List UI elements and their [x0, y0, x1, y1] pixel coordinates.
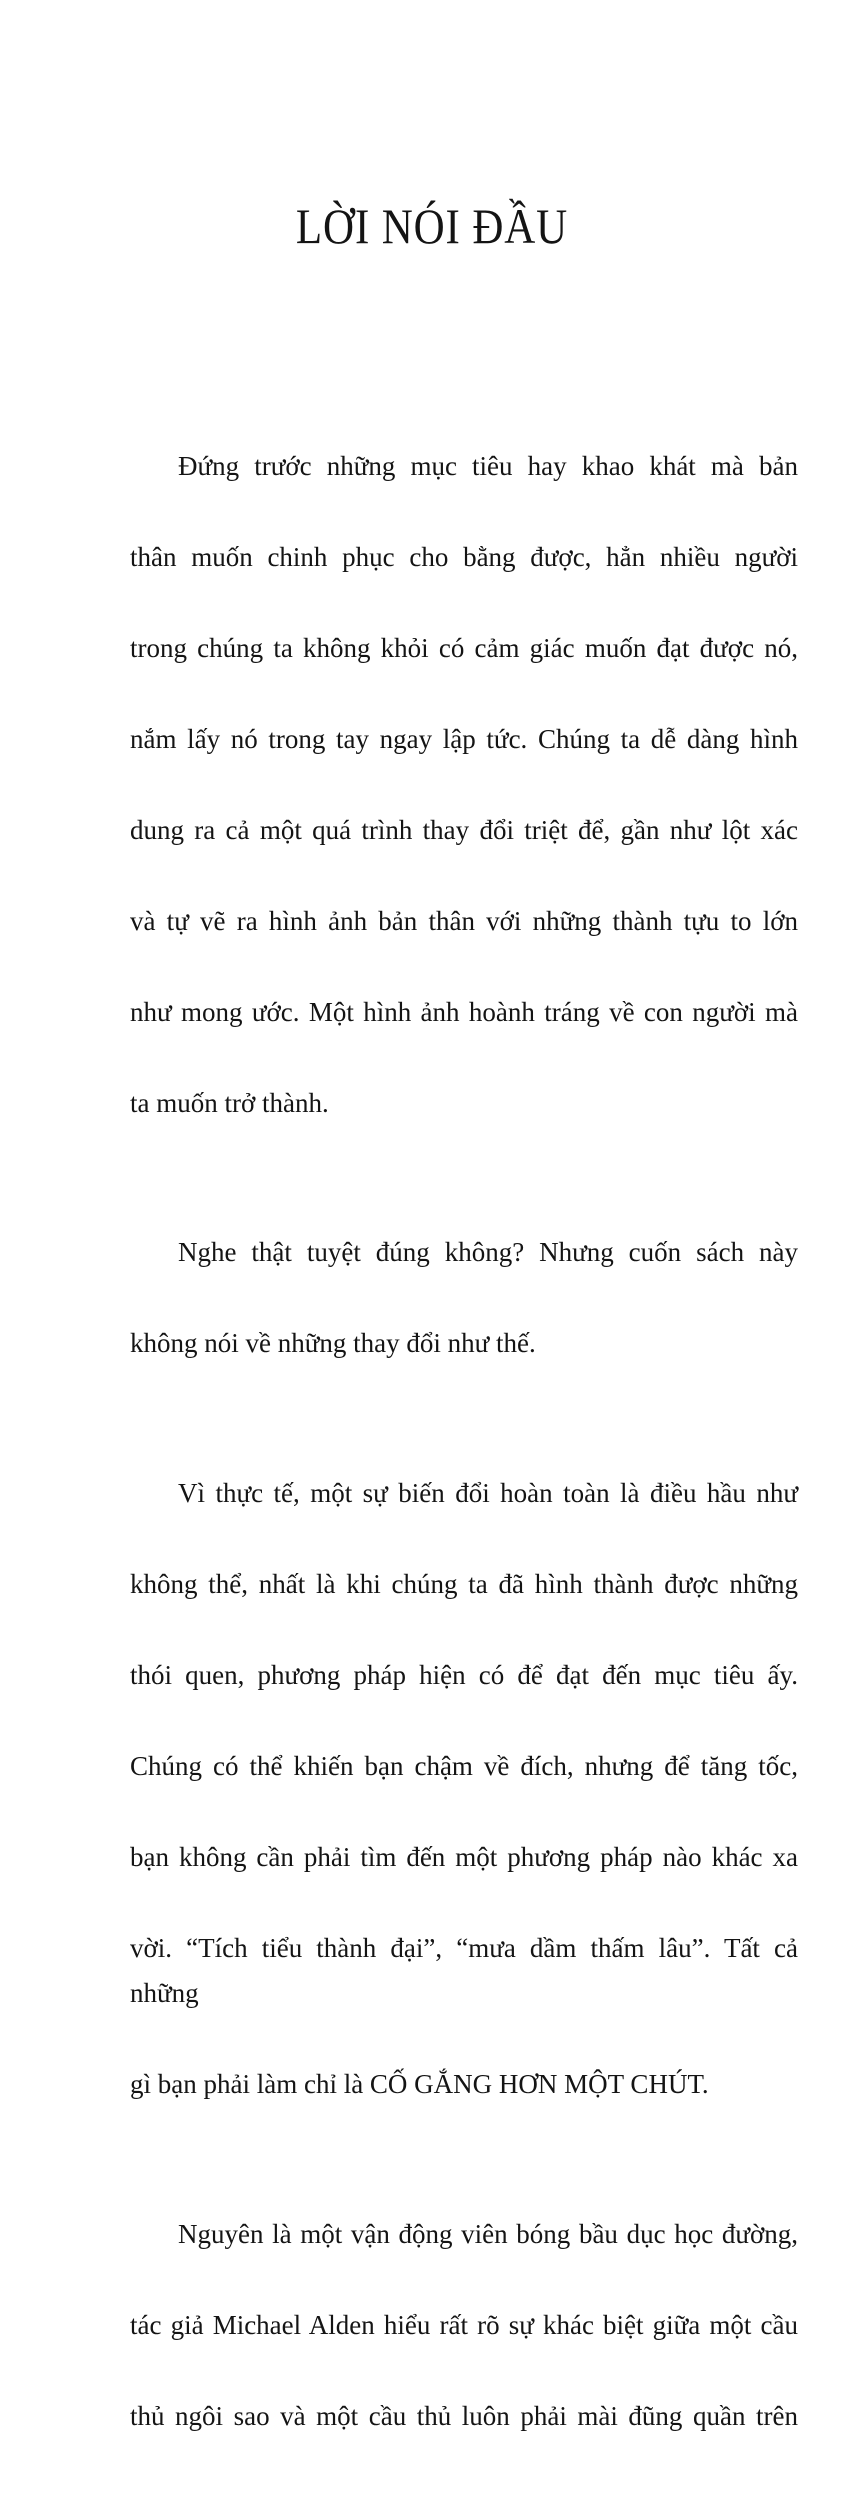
- text-line: nắm lấy nó trong tay ngay lập tức. Chúng ta dễ dàng hình: [130, 723, 798, 754]
- text-line: và tự vẽ ra hình ảnh bản thân với những thành tựu to lớn: [130, 905, 798, 936]
- paragraph-3: [130, 1425, 798, 2153]
- text-line: tác giả Michael Alden hiểu rất rõ sự khác biệt giữa một cầu: [130, 2309, 798, 2340]
- text-line: vời. “Tích tiểu thành đại”, “mưa dầm thấm lâu”. Tất cả những: [130, 1932, 798, 2008]
- body-text: [130, 398, 798, 2498]
- paragraph-4: [130, 2166, 798, 2485]
- text-line: thân muốn chinh phục cho bằng được, hẳn nhiều người: [130, 541, 798, 572]
- text-line: thói quen, phương pháp hiện có để đạt đến mục tiêu ấy.: [130, 1659, 798, 1690]
- paragraph-2: [130, 1185, 798, 1413]
- text-line: không thể, nhất là khi chúng ta đã hình thành được những: [130, 1568, 798, 1599]
- text-line: trong chúng ta không khỏi có cảm giác muốn đạt được nó,: [130, 632, 798, 663]
- text-line: Nghe thật tuyệt đúng không? Nhưng cuốn sách này: [178, 1237, 798, 1267]
- text-line: ta muốn trở thành.: [130, 1087, 329, 1118]
- text-line: Vì thực tế, một sự biến đổi hoàn toàn là điều hầu như: [178, 1477, 798, 1508]
- text-line: như mong ước. Một hình ảnh hoành tráng về con người mà: [130, 996, 798, 1027]
- paragraph-1: [130, 398, 798, 1172]
- page-title: LỜI NÓI ĐẦU: [295, 198, 569, 254]
- text-line: không nói về những thay đổi như thế.: [130, 1328, 536, 1358]
- text-line: Đứng trước những mục tiêu hay khao khát mà bản: [178, 450, 798, 481]
- text-line: bạn không cần phải tìm đến một phương pháp nào khác xa: [130, 1841, 798, 1872]
- text-line: dung ra cả một quá trình thay đổi triệt để, gần như lột xác: [130, 814, 798, 845]
- text-line: thủ ngôi sao và một cầu thủ luôn phải mài đũng quần trên: [130, 2400, 798, 2431]
- text-line: gì bạn phải làm chỉ là CỐ GẮNG HƠN MỘT CHÚT.: [130, 2069, 709, 2099]
- text-line: Chúng có thể khiến bạn chậm về đích, nhưng để tăng tốc,: [130, 1750, 798, 1781]
- text-line: Nguyên là một vận động viên bóng bầu dục học đường,: [178, 2218, 798, 2249]
